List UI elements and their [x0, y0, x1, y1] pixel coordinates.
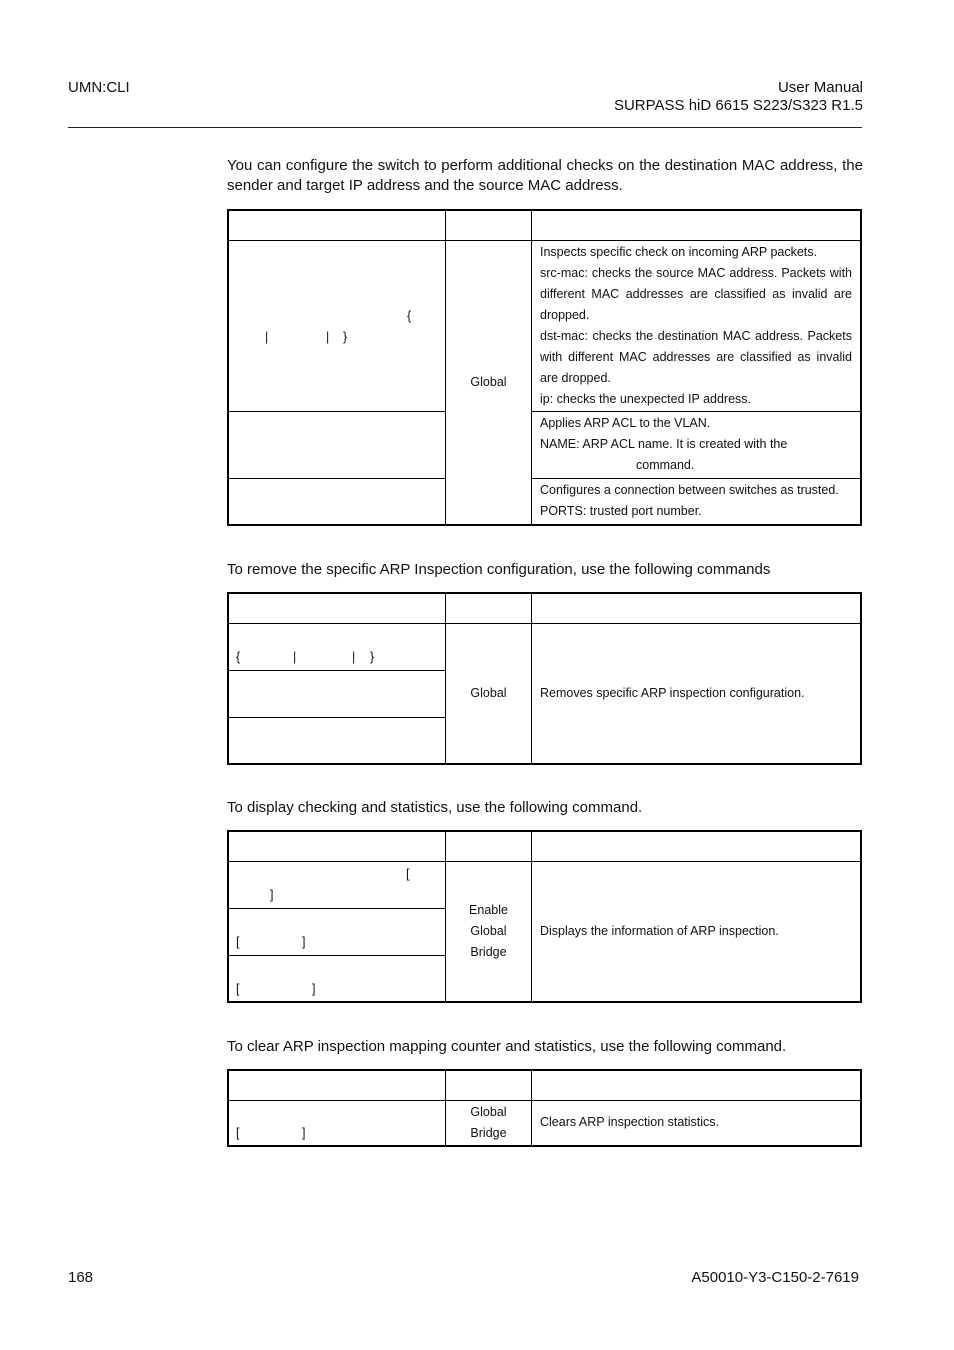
mode-label: Bridge: [470, 944, 507, 959]
bracket-open: [: [406, 866, 410, 881]
header-cell-description: [532, 1070, 862, 1100]
table-header-row: [228, 1070, 861, 1100]
arp-inspection-command-table: [227, 209, 862, 526]
document-id: A50010-Y3-C150-2-7619: [691, 1269, 859, 1286]
header-right-line1: User Manual: [777, 79, 863, 96]
table-row: [228, 240, 861, 411]
clear-paragraph: To clear ARP inspection mapping counter and statistics, use the following command.: [227, 1038, 787, 1055]
bracket-close: ]: [270, 887, 274, 902]
mode-cell: Global: [446, 623, 532, 764]
header-cell-command: [228, 1070, 446, 1100]
table-header-row: [228, 831, 861, 861]
header-cell-description: [532, 210, 862, 240]
mode-cell: [446, 1100, 532, 1146]
separator: |: [293, 649, 297, 664]
description-line: command.: [636, 458, 695, 472]
mode-cell: [446, 861, 532, 1002]
page-number: 168: [68, 1269, 94, 1286]
description-line: Configures a connection between switches as trusted.: [540, 483, 839, 498]
header-cell-mode: [446, 1070, 532, 1100]
description-line: dst-mac: checks the destination MAC address. Packets with different MAC addresses are classified as invalid are dropped.: [540, 328, 852, 385]
table-row: [228, 623, 861, 670]
arp-inspection-clear-table: [227, 1069, 862, 1147]
bracket-close: ]: [302, 934, 306, 949]
description-line: ip: checks the unexpected IP address.: [540, 391, 752, 406]
description-line: Inspects specific check on incoming ARP packets.: [540, 244, 817, 259]
description-line: NAME: ARP ACL name. It is created with the: [540, 437, 788, 451]
header-cell-mode: [446, 593, 532, 623]
description-cell: Displays the information of ARP inspection.: [532, 861, 862, 1002]
command-cell: [228, 861, 446, 908]
mode-label: Enable: [469, 902, 508, 917]
description-cell: [532, 411, 862, 478]
header-cell-command: [228, 831, 446, 861]
command-cell: [228, 1100, 446, 1146]
bracket-close: ]: [312, 981, 316, 996]
brace-open: {: [407, 308, 412, 323]
table-header-row: [228, 210, 861, 240]
description-line: src-mac: checks the source MAC address. Packets with different MAC addresses are classified as invalid are dropped.: [540, 265, 852, 322]
command-cell: [228, 717, 446, 764]
mode-label: Bridge: [470, 1125, 507, 1140]
command-cell: [228, 411, 446, 478]
table-row: [228, 861, 861, 908]
header-cell-command: [228, 593, 446, 623]
command-cell: [228, 240, 446, 411]
header-cell-description: [532, 831, 862, 861]
brace-open: {: [236, 649, 241, 664]
description-cell: Clears ARP inspection statistics.: [532, 1100, 862, 1146]
brace-close: }: [343, 329, 348, 344]
command-cell: [228, 670, 446, 717]
header-right-line2: SURPASS hiD 6615 S223/S323 R1.5: [613, 97, 863, 114]
bracket-close: ]: [302, 1125, 306, 1140]
command-cell: [228, 478, 446, 525]
bracket-open: [: [236, 1125, 240, 1140]
description-line: Applies ARP ACL to the VLAN.: [540, 416, 711, 430]
arp-inspection-remove-table: [227, 592, 862, 765]
command-cell: [228, 955, 446, 1002]
description-line: PORTS: trusted port number.: [540, 504, 702, 519]
mode-label: Global: [470, 923, 507, 938]
bracket-open: [: [236, 981, 240, 996]
separator: |: [352, 649, 356, 664]
separator: |: [265, 329, 269, 344]
remove-paragraph: To remove the specific ARP Inspection configuration, use the following commands: [227, 561, 771, 578]
table-row: [228, 1100, 861, 1146]
brace-close: }: [370, 649, 375, 664]
header-cell-description: [532, 593, 862, 623]
arp-inspection-show-table: [227, 830, 862, 1003]
bracket-open: [: [236, 934, 240, 949]
intro-paragraph: You can configure the switch to perform additional checks on the destination MAC address, the sender and target IP address and the source MAC address.: [227, 157, 863, 194]
table-header-row: [228, 593, 861, 623]
header-left: UMN:CLI: [68, 79, 130, 96]
description-cell: [532, 478, 862, 525]
mode-label: Global: [470, 1104, 507, 1119]
header-cell-mode: [446, 831, 532, 861]
header-rule: [68, 127, 862, 128]
table-row: [228, 478, 861, 525]
separator: |: [326, 329, 330, 344]
header-cell-command: [228, 210, 446, 240]
command-cell: [228, 623, 446, 670]
mode-cell: Global: [446, 240, 532, 525]
table-row: [228, 411, 861, 478]
description-cell: Removes specific ARP inspection configuration.: [532, 623, 862, 764]
header-cell-mode: [446, 210, 532, 240]
command-cell: [228, 908, 446, 955]
display-paragraph: To display checking and statistics, use the following command.: [227, 799, 643, 816]
description-cell: [532, 240, 862, 411]
